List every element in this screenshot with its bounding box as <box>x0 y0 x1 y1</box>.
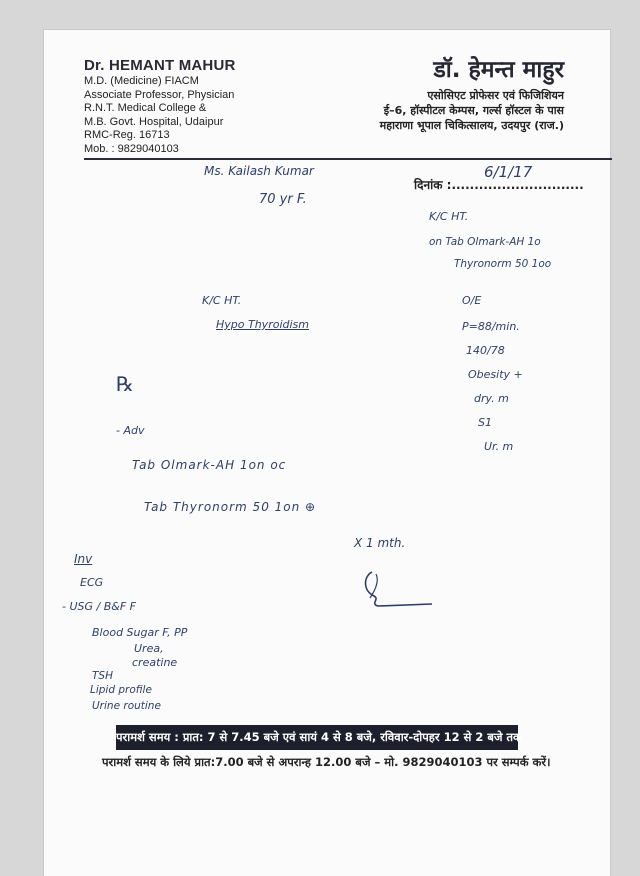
investigation-item: creatine <box>132 656 178 669</box>
hindi-line: एसोसिएट प्रोफेसर एवं फिजिशियन <box>427 89 564 102</box>
qualification-line: R.N.T. Medical College & <box>84 102 207 114</box>
rx-symbol: ℞ <box>116 372 134 396</box>
hindi-line: ई–6, हॉस्पीटल केम्पस, गर्ल्स हॉस्टल के पास <box>383 104 564 117</box>
patient-name: Ms. Kailash Kumar <box>204 164 314 178</box>
qualification-line: Mob. : 9829040103 <box>84 142 179 155</box>
medication-line: Tab Thyronorm 50 1on ⊕ <box>144 500 317 514</box>
investigation-item: - USG / B&F F <box>62 600 136 613</box>
exam-line: dry. m <box>474 392 509 405</box>
history-line: Thyronorm 50 1oo <box>454 258 552 270</box>
hindi-address-block <box>380 88 564 133</box>
investigation-item: TSH <box>92 670 113 682</box>
history-line: on Tab Olmark-AH 1o <box>429 236 541 248</box>
date-label: दिनांक :............................. <box>414 178 584 192</box>
history-line: K/C HT. <box>429 210 469 223</box>
investigation-item: ECG <box>80 576 104 589</box>
hindi-line: महाराणा भूपाल चिकित्सालय, उदयपुर (राज.) <box>379 119 564 132</box>
doctor-signature <box>344 562 444 610</box>
doctor-name-english: Dr. HEMANT MAHUR <box>84 57 236 74</box>
diagnosis: Hypo Thyroidism <box>216 318 309 331</box>
patient-age-sex: 70 yr F. <box>259 192 307 207</box>
qualification-line: M.B. Govt. Hospital, Udaipur <box>84 115 224 128</box>
exam-line: 140/78 <box>466 344 505 357</box>
investigation-item: Blood Sugar F, PP <box>92 626 188 639</box>
header-divider <box>84 158 612 160</box>
exam-line: O/E <box>462 294 482 307</box>
consultation-hours-banner: परामर्श समय : प्रात: 7 से 7.45 बजे एवं सायं 4 से 8 बजे, रविवार-दोपहर 12 से 2 बजे तक <box>116 725 518 750</box>
qualification-line: M.D. (Medicine) FIACM <box>84 75 199 87</box>
investigation-item: Lipid profile <box>90 684 152 696</box>
investigations-label: Inv <box>74 552 93 566</box>
medication-line: Tab Olmark-AH 1on oc <box>132 458 287 472</box>
exam-line: Ur. m <box>484 440 514 453</box>
investigation-item: Urea, <box>134 642 164 655</box>
date-value: 6/1/17 <box>484 163 533 181</box>
doctor-name-hindi: डॉ. हेमन्त माहुर <box>433 57 564 83</box>
investigation-item: Urine routine <box>92 700 161 712</box>
prescription-sheet <box>44 30 610 876</box>
exam-line: Obesity + <box>468 368 523 381</box>
qualifications-block <box>84 75 234 156</box>
consultation-contact-line: परामर्श समय के लिये प्रात:7.00 बजे से अपरान्ह 12.00 बजे – मो. 9829040103 पर सम्पर्क करें। <box>102 755 551 769</box>
exam-line: P=88/min. <box>462 320 520 333</box>
qualification-line: Associate Professor, Physician <box>84 88 235 101</box>
qualification-line: RMC-Reg. 16713 <box>84 129 170 141</box>
exam-line: S1 <box>478 416 492 429</box>
diagnosis-label: K/C HT. <box>202 294 242 307</box>
advice-label: - Adv <box>116 424 145 437</box>
duration: X 1 mth. <box>354 536 406 550</box>
